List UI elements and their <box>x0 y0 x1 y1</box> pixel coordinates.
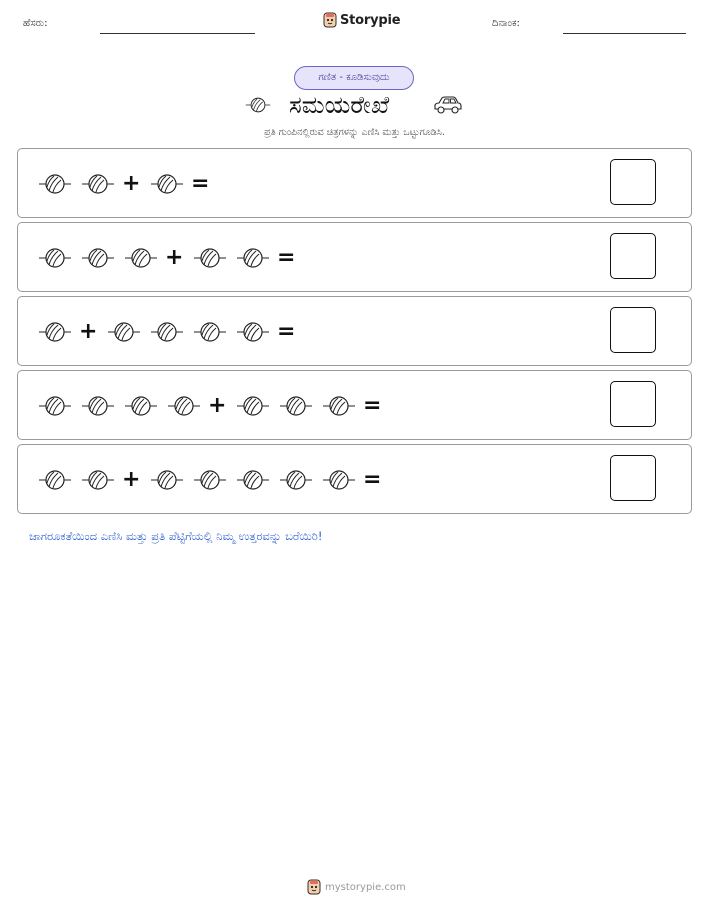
planet-icon <box>124 245 158 271</box>
worksheet-subtitle: ಪ್ರತಿ ಗುಂಪಿನಲ್ಲಿರುವ ಚಿತ್ರಗಳನ್ನು ಎಣಿಸಿ ಮತ್ತು ಒಟ್ಟುಗೂಡಿಸಿ. <box>264 127 445 138</box>
planet-icon <box>322 467 356 493</box>
problem-row <box>17 370 692 440</box>
planet-icon <box>124 393 158 419</box>
problem-row <box>17 296 692 366</box>
planet-icon <box>38 245 72 271</box>
planet-icon <box>322 393 356 419</box>
planet-icon <box>81 171 115 197</box>
plus-sign: + <box>122 467 141 492</box>
worksheet-title-row <box>245 88 465 122</box>
planet-icon <box>193 245 227 271</box>
topic-badge: ಗಣಿತ - ಕೂಡಿಸುವುದು <box>294 66 414 90</box>
plus-sign: + <box>165 245 184 270</box>
storypie-mascot-icon <box>323 12 337 28</box>
plus-sign: + <box>208 393 227 418</box>
answer-box[interactable] <box>610 159 656 205</box>
problem-row <box>17 148 692 218</box>
equals-sign: = <box>277 319 296 344</box>
planet-icon <box>81 393 115 419</box>
car-icon <box>432 93 464 117</box>
plus-sign: + <box>122 171 141 196</box>
date-label: ದಿನಾಂಕ: <box>492 18 520 29</box>
date-field[interactable] <box>563 33 686 34</box>
planet-icon <box>245 94 271 116</box>
problem-row <box>17 222 692 292</box>
brand-name: Storypie <box>340 12 401 28</box>
planet-icon <box>38 467 72 493</box>
planet-icon <box>150 171 184 197</box>
equals-sign: = <box>363 393 382 418</box>
planet-icon <box>38 319 72 345</box>
name-field[interactable] <box>100 33 255 34</box>
planet-icon <box>150 319 184 345</box>
answer-box[interactable] <box>610 455 656 501</box>
worksheet-title: ಸಮಯರೇಖೆ <box>289 91 390 119</box>
storypie-mascot-icon <box>307 879 321 895</box>
planet-icon <box>236 393 270 419</box>
planet-icon <box>167 393 201 419</box>
planet-icon <box>236 245 270 271</box>
problem-row <box>17 444 692 514</box>
answer-box[interactable] <box>610 381 656 427</box>
planet-icon <box>236 319 270 345</box>
equals-sign: = <box>277 245 296 270</box>
answer-box[interactable] <box>610 233 656 279</box>
footer-logo <box>307 879 406 895</box>
plus-sign: + <box>79 319 98 344</box>
planet-icon <box>38 171 72 197</box>
planet-icon <box>193 319 227 345</box>
planet-icon <box>236 467 270 493</box>
instruction-text: ಜಾಗರೂಕತೆಯಿಂದ ಎಣಿಸಿ ಮತ್ತು ಪ್ರತಿ ಪೆಟ್ಟಿಗೆಯಲ್ಲಿ ನಿಮ್ಮ ಉತ್ತರವನ್ನು ಬರೆಯಿರಿ! <box>29 529 323 543</box>
brand-logo <box>323 12 400 28</box>
planet-icon <box>107 319 141 345</box>
planet-icon <box>38 393 72 419</box>
equals-sign: = <box>191 171 210 196</box>
name-label: ಹೆಸರು: <box>23 18 48 29</box>
planet-icon <box>279 467 313 493</box>
equals-sign: = <box>363 467 382 492</box>
planet-icon <box>81 245 115 271</box>
answer-box[interactable] <box>610 307 656 353</box>
planet-icon <box>150 467 184 493</box>
planet-icon <box>193 467 227 493</box>
footer-site: mystorypie.com <box>325 881 406 893</box>
planet-icon <box>279 393 313 419</box>
planet-icon <box>81 467 115 493</box>
